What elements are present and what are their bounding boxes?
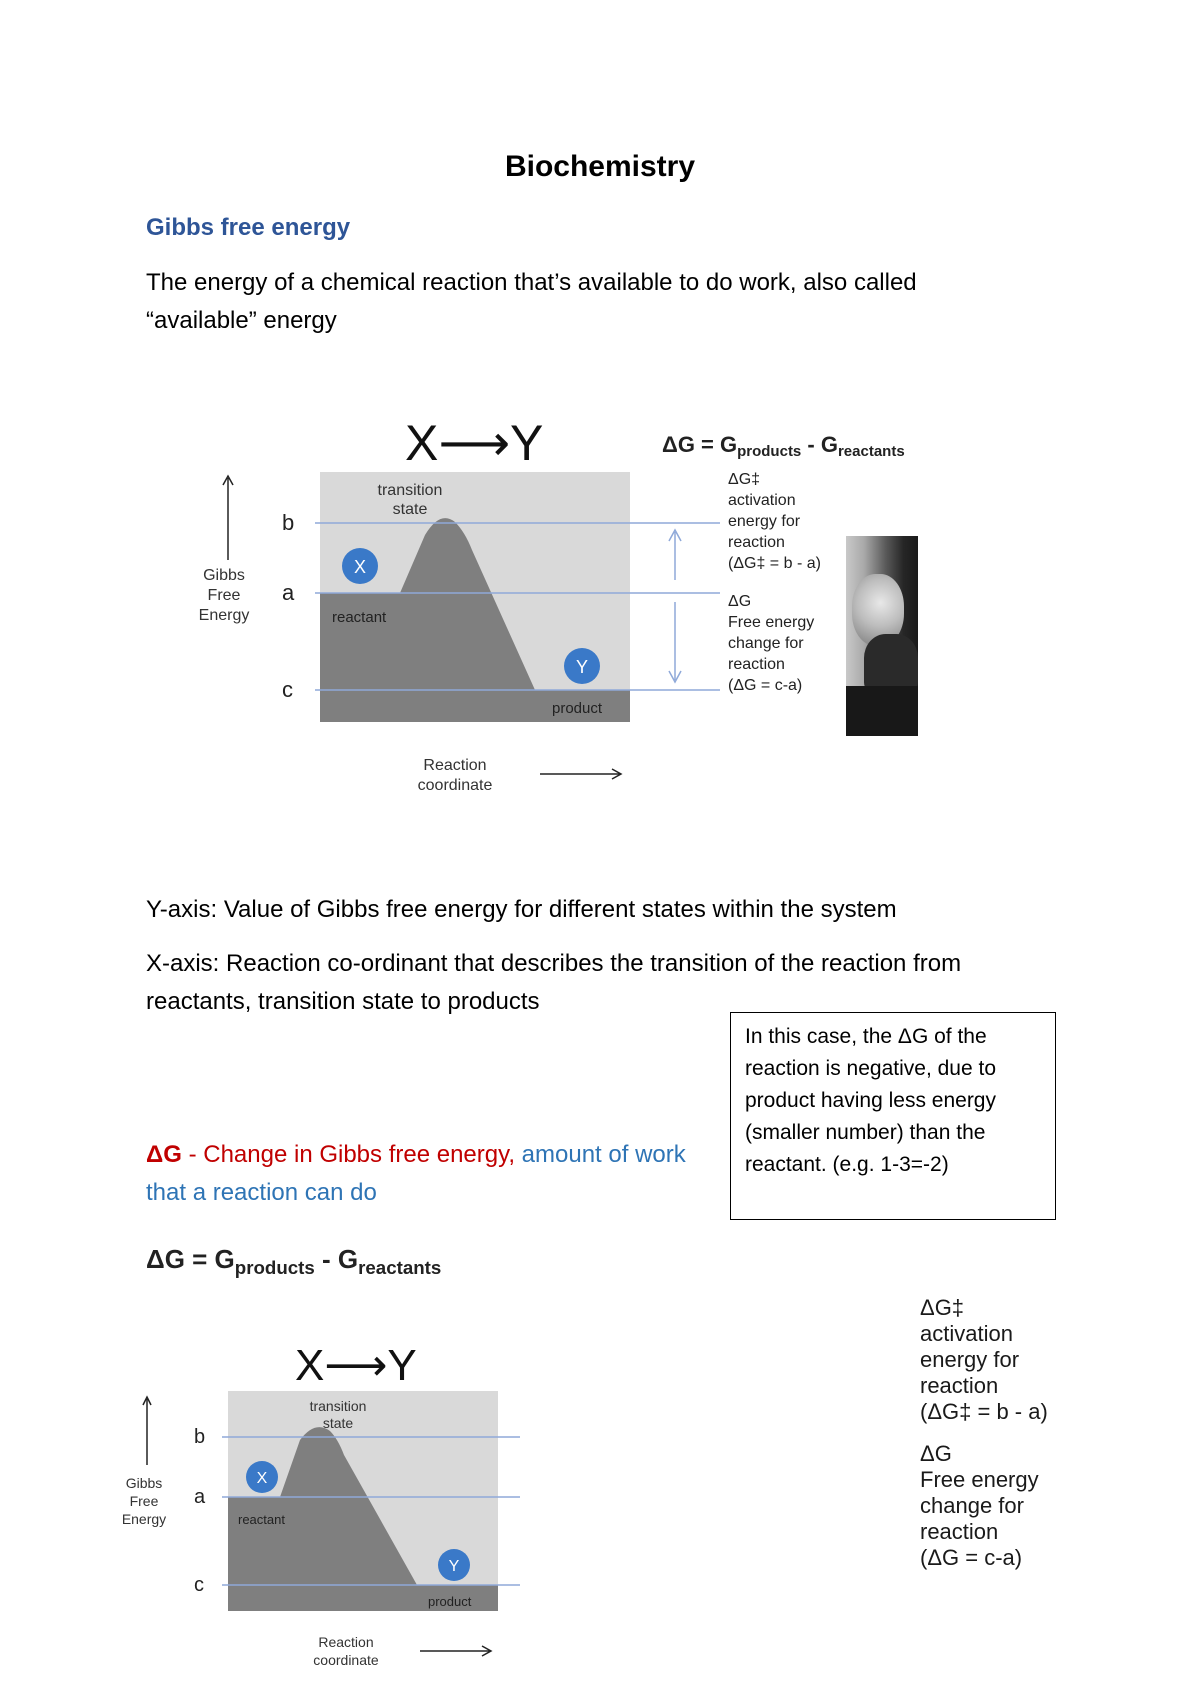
dg-blue-text: amount of work that a reaction can do	[146, 1141, 686, 1206]
note-box: In this case, the ΔG of the reaction is negative, due to product having less energy (smaller number) than the reactant. (e.g. 1-3=-2)	[730, 1012, 1056, 1220]
x-axis-label: coordinate	[313, 1652, 379, 1668]
intro-line: “available” energy	[146, 307, 337, 334]
free-energy-symbol: ΔG	[728, 593, 752, 610]
x-axis-label: coordinate	[417, 777, 493, 794]
transition-state-label: transition	[309, 1398, 367, 1414]
activation-text: reaction	[728, 534, 785, 551]
dg-formula: ΔG = Gproducts - Greactants	[662, 432, 905, 460]
activation-formula: (ΔG‡ = b - a)	[920, 1399, 1048, 1424]
x-axis-description	[146, 945, 1046, 1021]
transition-state-label: state	[322, 1415, 354, 1431]
reactant-symbol: X	[353, 557, 367, 577]
side-labels-top	[728, 471, 821, 694]
dg-symbol: ΔG	[146, 1141, 182, 1168]
section-heading: Gibbs free energy	[146, 214, 351, 241]
scientist-portrait	[846, 536, 918, 736]
activation-symbol: ΔG‡	[728, 471, 761, 488]
product-label: product	[428, 1594, 472, 1609]
side-labels-bottom	[920, 1295, 1048, 1571]
y-axis-label: Free	[207, 587, 241, 604]
level-label-a: a	[194, 1486, 206, 1508]
y-axis-label: Free	[129, 1493, 159, 1509]
activation-formula: (ΔG‡ = b - a)	[728, 555, 821, 572]
product-label: product	[552, 700, 603, 717]
x-axis-line: reactants, transition state to products	[146, 988, 540, 1015]
activation-text: energy for	[728, 513, 801, 530]
reactant-symbol: X	[256, 1470, 268, 1487]
level-label-c: c	[194, 1574, 204, 1596]
x-axis-line: X-axis: Reaction co-ordinant that describes the transition of the reaction from	[146, 950, 962, 977]
activation-text: energy for	[920, 1347, 1020, 1372]
y-axis-label: Gibbs	[125, 1475, 163, 1491]
formula-sub: products	[234, 1257, 315, 1279]
energy-diagram-bottom	[110, 1335, 580, 1675]
formula-sub: reactants	[358, 1257, 442, 1279]
page-title: Biochemistry	[504, 150, 696, 183]
activation-text: reaction	[920, 1373, 999, 1398]
level-label-c: c	[282, 677, 293, 702]
x-axis-label: Reaction	[318, 1634, 374, 1650]
reaction-title: X⟶Y	[405, 415, 544, 471]
activation-text: activation	[920, 1321, 1013, 1346]
dg-red-text: - Change in Gibbs free energy,	[181, 1141, 515, 1168]
reactant-label: reactant	[238, 1512, 285, 1527]
x-axis-label: Reaction	[423, 757, 487, 774]
energy-diagram-top	[180, 410, 920, 810]
free-energy-text: Free energy	[728, 614, 815, 631]
free-energy-text: change for	[728, 635, 804, 652]
activation-text: activation	[728, 492, 796, 509]
y-axis-description: Y-axis: Value of Gibbs free energy for different states within the system	[146, 896, 897, 923]
product-symbol: Y	[575, 657, 589, 677]
dg-formula-large	[146, 1244, 441, 1279]
dg-definition	[146, 1136, 706, 1212]
free-energy-text: change for	[920, 1493, 1024, 1518]
transition-state-label: transition	[377, 482, 443, 499]
reactant-label: reactant	[332, 609, 387, 626]
free-energy-symbol: ΔG	[920, 1441, 952, 1466]
formula-lhs: ΔG = G	[146, 1244, 235, 1274]
free-energy-formula: (ΔG = c-a)	[920, 1545, 1023, 1570]
product-symbol: Y	[448, 1558, 460, 1575]
activation-symbol: ΔG‡	[920, 1295, 965, 1320]
free-energy-text: reaction	[920, 1519, 999, 1544]
level-label-a: a	[282, 580, 295, 605]
y-axis-label: Gibbs	[203, 567, 245, 584]
free-energy-text: reaction	[728, 656, 785, 673]
transition-state-label: state	[392, 501, 428, 518]
reaction-title: X⟶Y	[295, 1341, 417, 1390]
intro-paragraph	[146, 264, 1046, 340]
free-energy-text: Free energy	[920, 1467, 1039, 1492]
level-label-b: b	[194, 1426, 206, 1448]
free-energy-formula: (ΔG = c-a)	[728, 677, 803, 694]
y-axis-label: Energy	[198, 607, 250, 624]
formula-mid: - G	[314, 1244, 359, 1274]
level-label-b: b	[282, 510, 295, 535]
intro-line: The energy of a chemical reaction that’s available to do work, also called	[146, 269, 917, 296]
y-axis-label: Energy	[121, 1511, 167, 1527]
